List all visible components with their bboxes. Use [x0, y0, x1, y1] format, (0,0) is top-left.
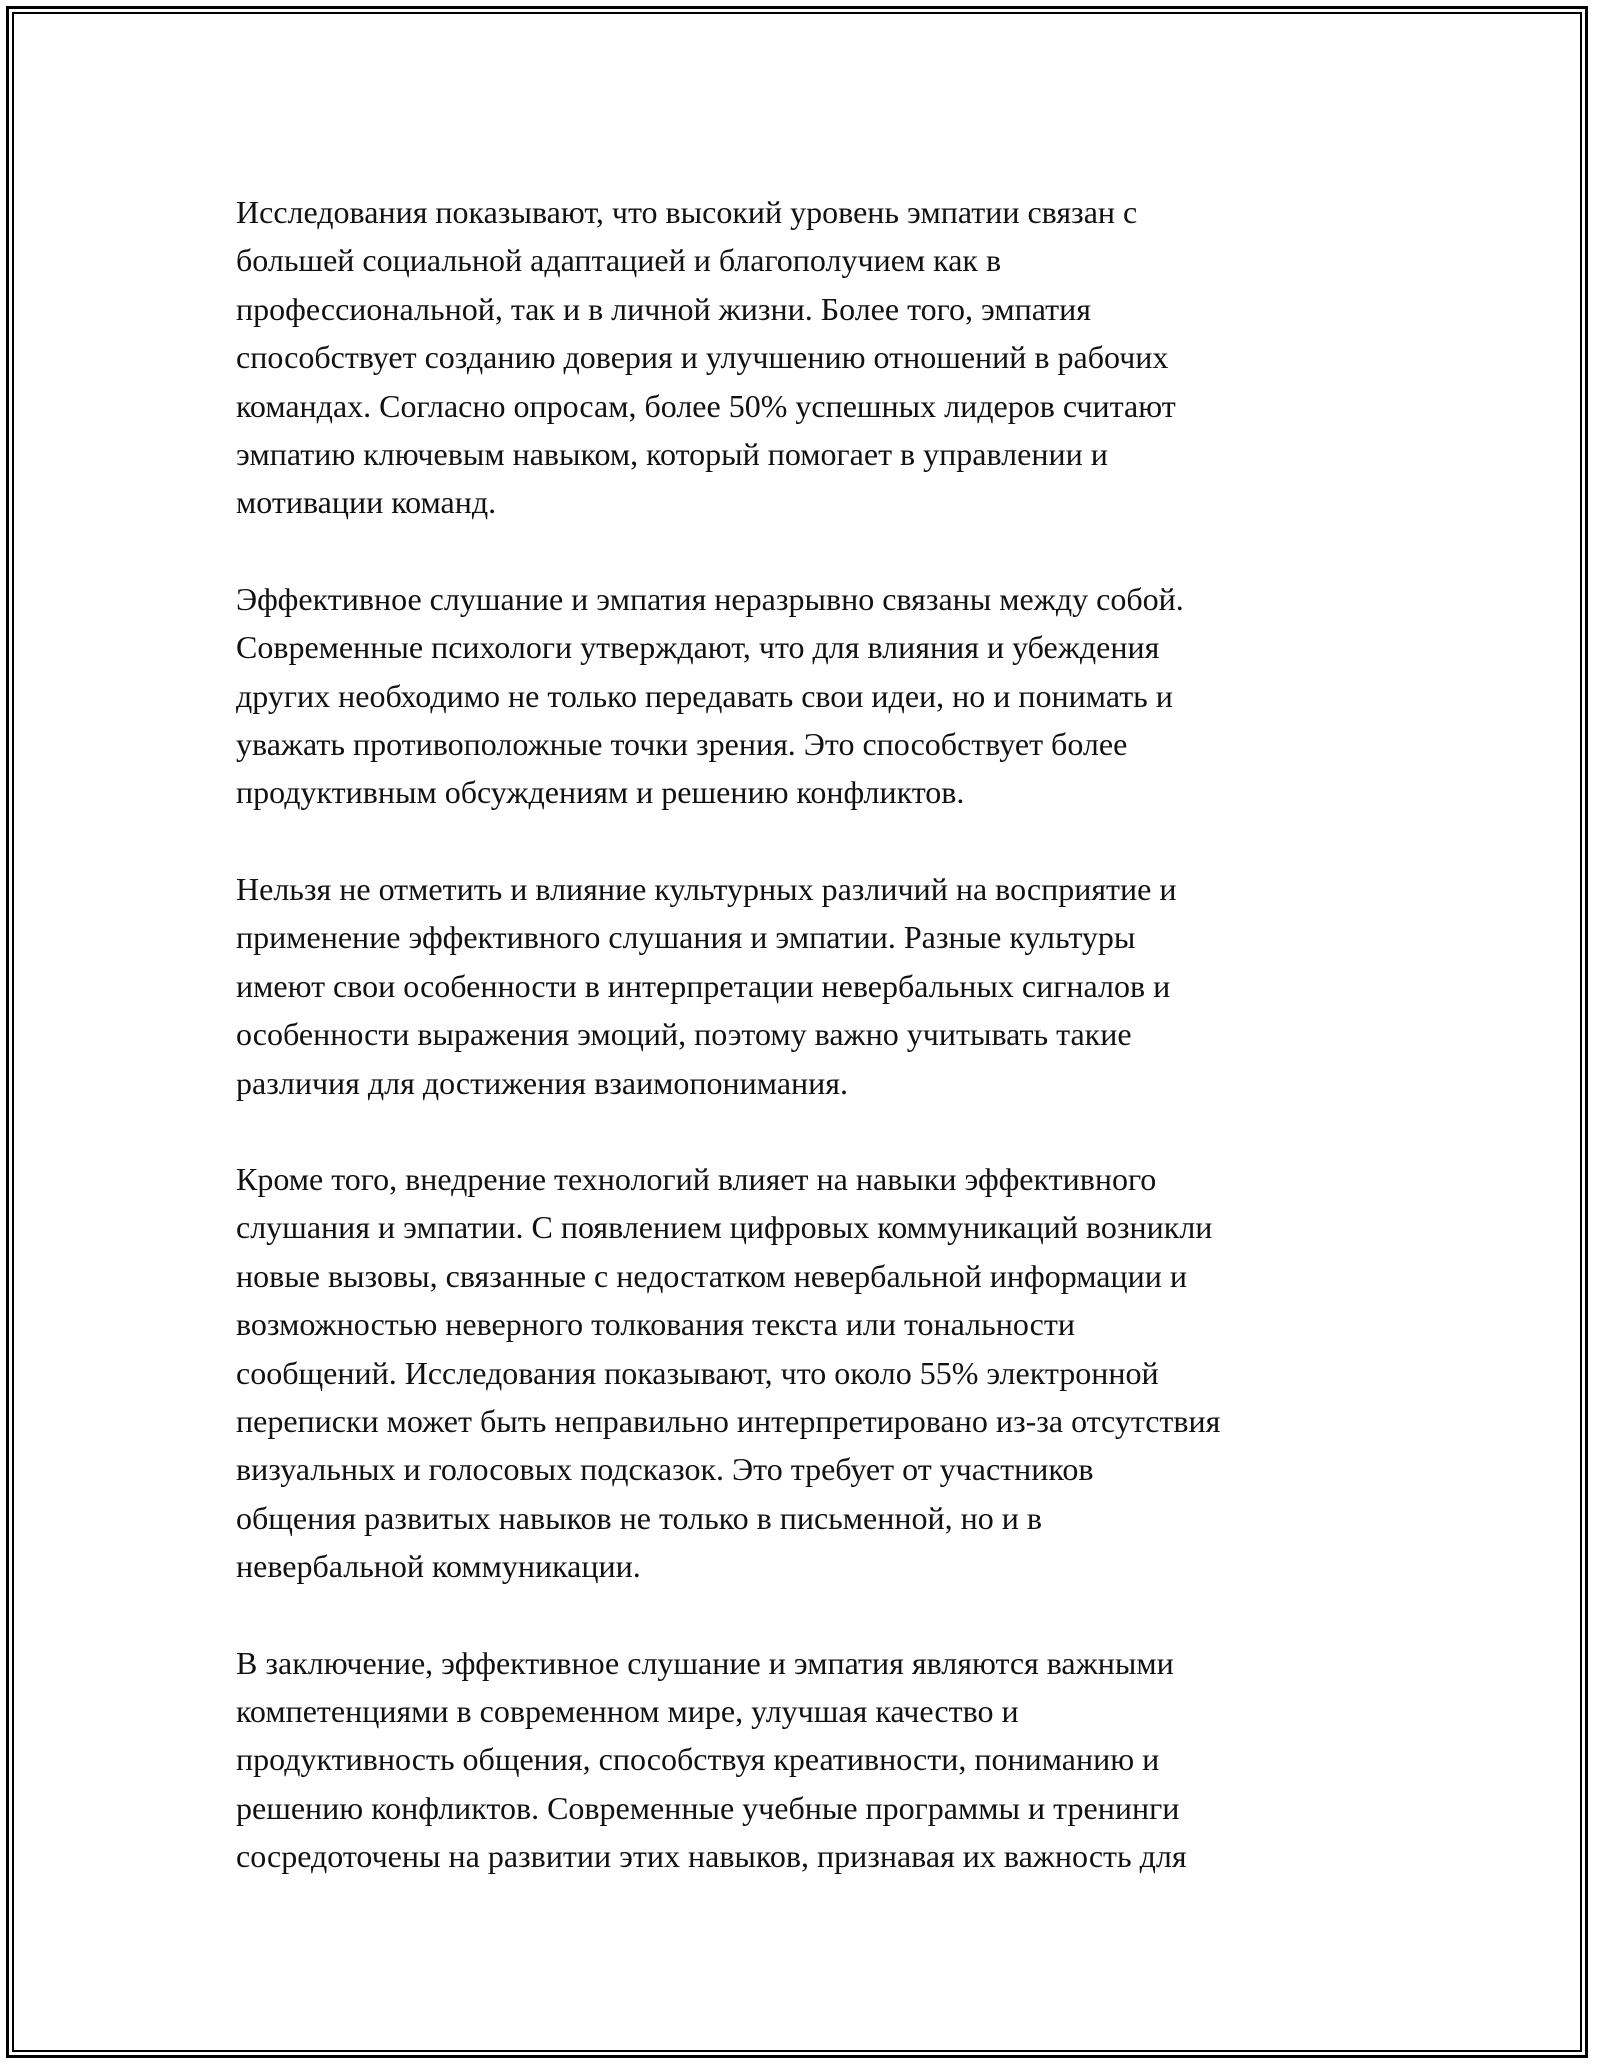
text-line: большей социальной адаптацией и благополучием как в [236, 242, 1002, 279]
text-line: уважать противоположные точки зрения. Это способствует более [236, 726, 1128, 763]
text-line: решению конфликтов. Современные учебные программы и тренинги [236, 1789, 1180, 1826]
text-line: Кроме того, внедрение технологий влияет на навыки эффективного [236, 1160, 1157, 1197]
text-line: возможностью неверного толкования текста или тональности [236, 1306, 1075, 1343]
text-line: различия для достижения взаимопонимания. [236, 1064, 848, 1101]
text-line: Нельзя не отметить и влияние культурных различий на восприятие и [236, 870, 1177, 907]
text-line: продуктивность общения, способствуя креативности, пониманию и [236, 1741, 1160, 1778]
text-line: имеют свои особенности в интерпретации невербальных сигналов и [236, 967, 1171, 1004]
text-line: визуальных и голосовых подсказок. Это требует от участников [236, 1451, 1094, 1488]
text-line: эмпатию ключевым навыком, который помогает в управлении и [236, 436, 1108, 473]
text-line: сообщений. Исследования показывают, что около 55% электронной [236, 1354, 1159, 1391]
text-line: продуктивным обсуждениям и решению конфликтов. [236, 774, 965, 811]
text-line: Современные психологи утверждают, что для влияния и убеждения [236, 629, 1160, 666]
text-line: применение эффективного слушания и эмпатии. Разные культуры [236, 919, 1136, 956]
text-line: способствует созданию доверия и улучшению отношений в рабочих [236, 339, 1169, 376]
text-line: других необходимо не только передавать свои идеи, но и понимать и [236, 677, 1173, 714]
document-body [236, 188, 1386, 1929]
text-line: сосредоточены на развитии этих навыков, признавая их важность для [236, 1838, 1187, 1875]
paragraph-2 [236, 575, 1386, 817]
paragraph-1 [236, 188, 1386, 527]
text-line: профессиональной, так и в личной жизни. Более того, эмпатия [236, 290, 1091, 327]
text-line: В заключение, эффективное слушание и эмпатия являются важными [236, 1644, 1174, 1681]
text-line: слушания и эмпатии. С появлением цифровых коммуникаций возникли [236, 1209, 1213, 1246]
text-line: переписки может быть неправильно интерпретировано из-за отсутствия [236, 1402, 1221, 1439]
text-line: особенности выражения эмоций, поэтому важно учитывать такие [236, 1016, 1132, 1053]
paragraph-4 [236, 1155, 1386, 1591]
paragraph-3 [236, 865, 1386, 1107]
text-line: новые вызовы, связанные с недостатком невербальной информации и [236, 1257, 1187, 1294]
text-line: общения развитых навыков не только в письменной, но и в [236, 1499, 1042, 1536]
text-line: Исследования показывают, что высокий уровень эмпатии связан с [236, 194, 1138, 230]
text-line: компетенциями в современном мире, улучшая качество и [236, 1692, 1019, 1729]
text-line: командах. Согласно опросам, более 50% успешных лидеров считают [236, 387, 1176, 424]
text-line: невербальной коммуникации. [236, 1548, 641, 1585]
paragraph-5 [236, 1639, 1386, 1881]
text-line: Эффективное слушание и эмпатия неразрывно связаны между собой. [236, 580, 1184, 617]
text-line: мотивации команд. [236, 484, 497, 521]
